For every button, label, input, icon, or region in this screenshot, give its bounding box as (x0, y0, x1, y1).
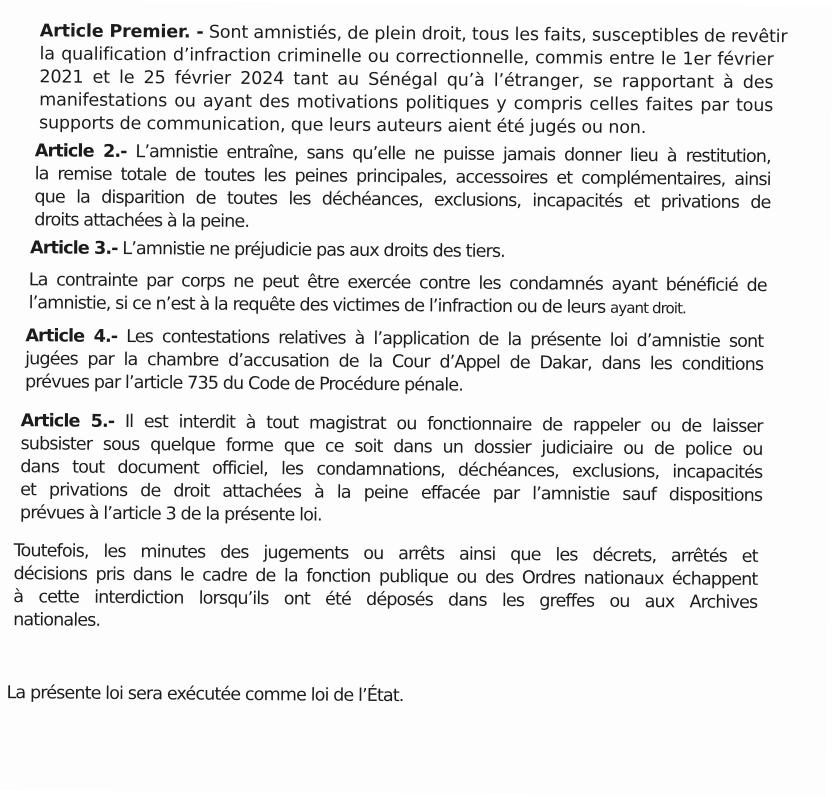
article-text: Il est interdit à tout magistrat ou fonctionnaire de rappeler ou de laisser (114, 411, 763, 438)
article-line: dans tout document officiel, les condamnations, déchéances, exclusions, incapacités (20, 457, 763, 484)
article-line: jugées par la chambre d’accusation de la Cour d’Appel de Dakar, dans les conditions (25, 349, 764, 376)
article-text: Les contestations relatives à l’application de la présente loi d’amnistie sont (117, 326, 764, 353)
article-premier (38, 20, 788, 141)
article-text: Sont amnistiés, de plein droit, tous les faits, susceptibles de revêtir (203, 22, 788, 48)
article-heading: Article 4.- (25, 326, 118, 347)
article-4 (25, 325, 764, 400)
article-line: subsister sous quelque forme que ce soit dans un dossier judiciaire ou de police ou (20, 434, 763, 461)
article-line: prévues par l’article 735 du Code de Procédure pénale. (24, 372, 464, 396)
article-heading: Article 3.- (29, 238, 118, 259)
article-heading: Article 2.- (34, 141, 127, 162)
article-3 (30, 237, 766, 266)
article-line: la qualification d’infraction criminelle ou correctionnelle, commis entre le 1er février (39, 44, 774, 71)
article-heading: Article Premier. - (39, 21, 204, 43)
article-5-paragraph-2 (13, 540, 758, 638)
article-line (30, 237, 766, 266)
closing-line: La présente loi sera exécutée comme loi de l’État. (6, 683, 404, 707)
closing-paragraph (6, 682, 750, 711)
article-line: décisions pris dans le cadre de la fonction publique ou des Ordres nationaux échappent (13, 564, 758, 590)
article-text-small: ayant droit. (609, 298, 687, 318)
article-line: supports de communication, que leurs auteurs aient été jugés ou non. (38, 113, 647, 139)
article-line: manifestations ou ayant des motivations politiques y compris celles faites par tous (39, 90, 774, 117)
article-line (29, 292, 767, 321)
article-5 (20, 410, 763, 531)
article-text: l’amnistie, si ce n’est à la requête des victimes de l’infraction ou de leurs (28, 293, 611, 318)
article-line: prévues à l’article 3 de la présente loi. (19, 503, 322, 526)
article-line: que la disparition de toutes les déchéances, exclusions, incapacités et privations de (34, 187, 771, 214)
article-2 (34, 140, 771, 238)
article-line: à cette interdiction lorsqu’ils ont été déposés dans les greffes ou aux Archives (13, 587, 758, 613)
article-heading: Article 5.- (20, 411, 115, 432)
article-line: et privations de droit attachées à la peine effacée par l’amnistie sauf dispositions (20, 480, 763, 507)
article-line: La contrainte par corps ne peut être exercée contre les condamnés ayant bénéficié de (28, 270, 767, 297)
article-line: la remise totale de toutes les peines principales, accessoires et complémentaires, ainsi (34, 164, 771, 191)
article-text: L’amnistie entraîne, sans qu’elle ne puisse jamais donner lieu à restitution, (126, 141, 771, 168)
article-line: droits attachées à la peine. (34, 210, 250, 232)
article-line: nationales. (13, 610, 101, 631)
article-line: 2021 et le 25 février 2024 tant au Sénégal qu’à l’étranger, se rapportant à des (39, 67, 774, 94)
article-line: Toutefois, les minutes des jugements ou arrêts ainsi que les décrets, arrêtés et (13, 541, 758, 567)
article-text: L’amnistie ne préjudicie pas aux droits des tiers. (117, 238, 505, 262)
article-3-paragraph-2 (29, 269, 767, 321)
